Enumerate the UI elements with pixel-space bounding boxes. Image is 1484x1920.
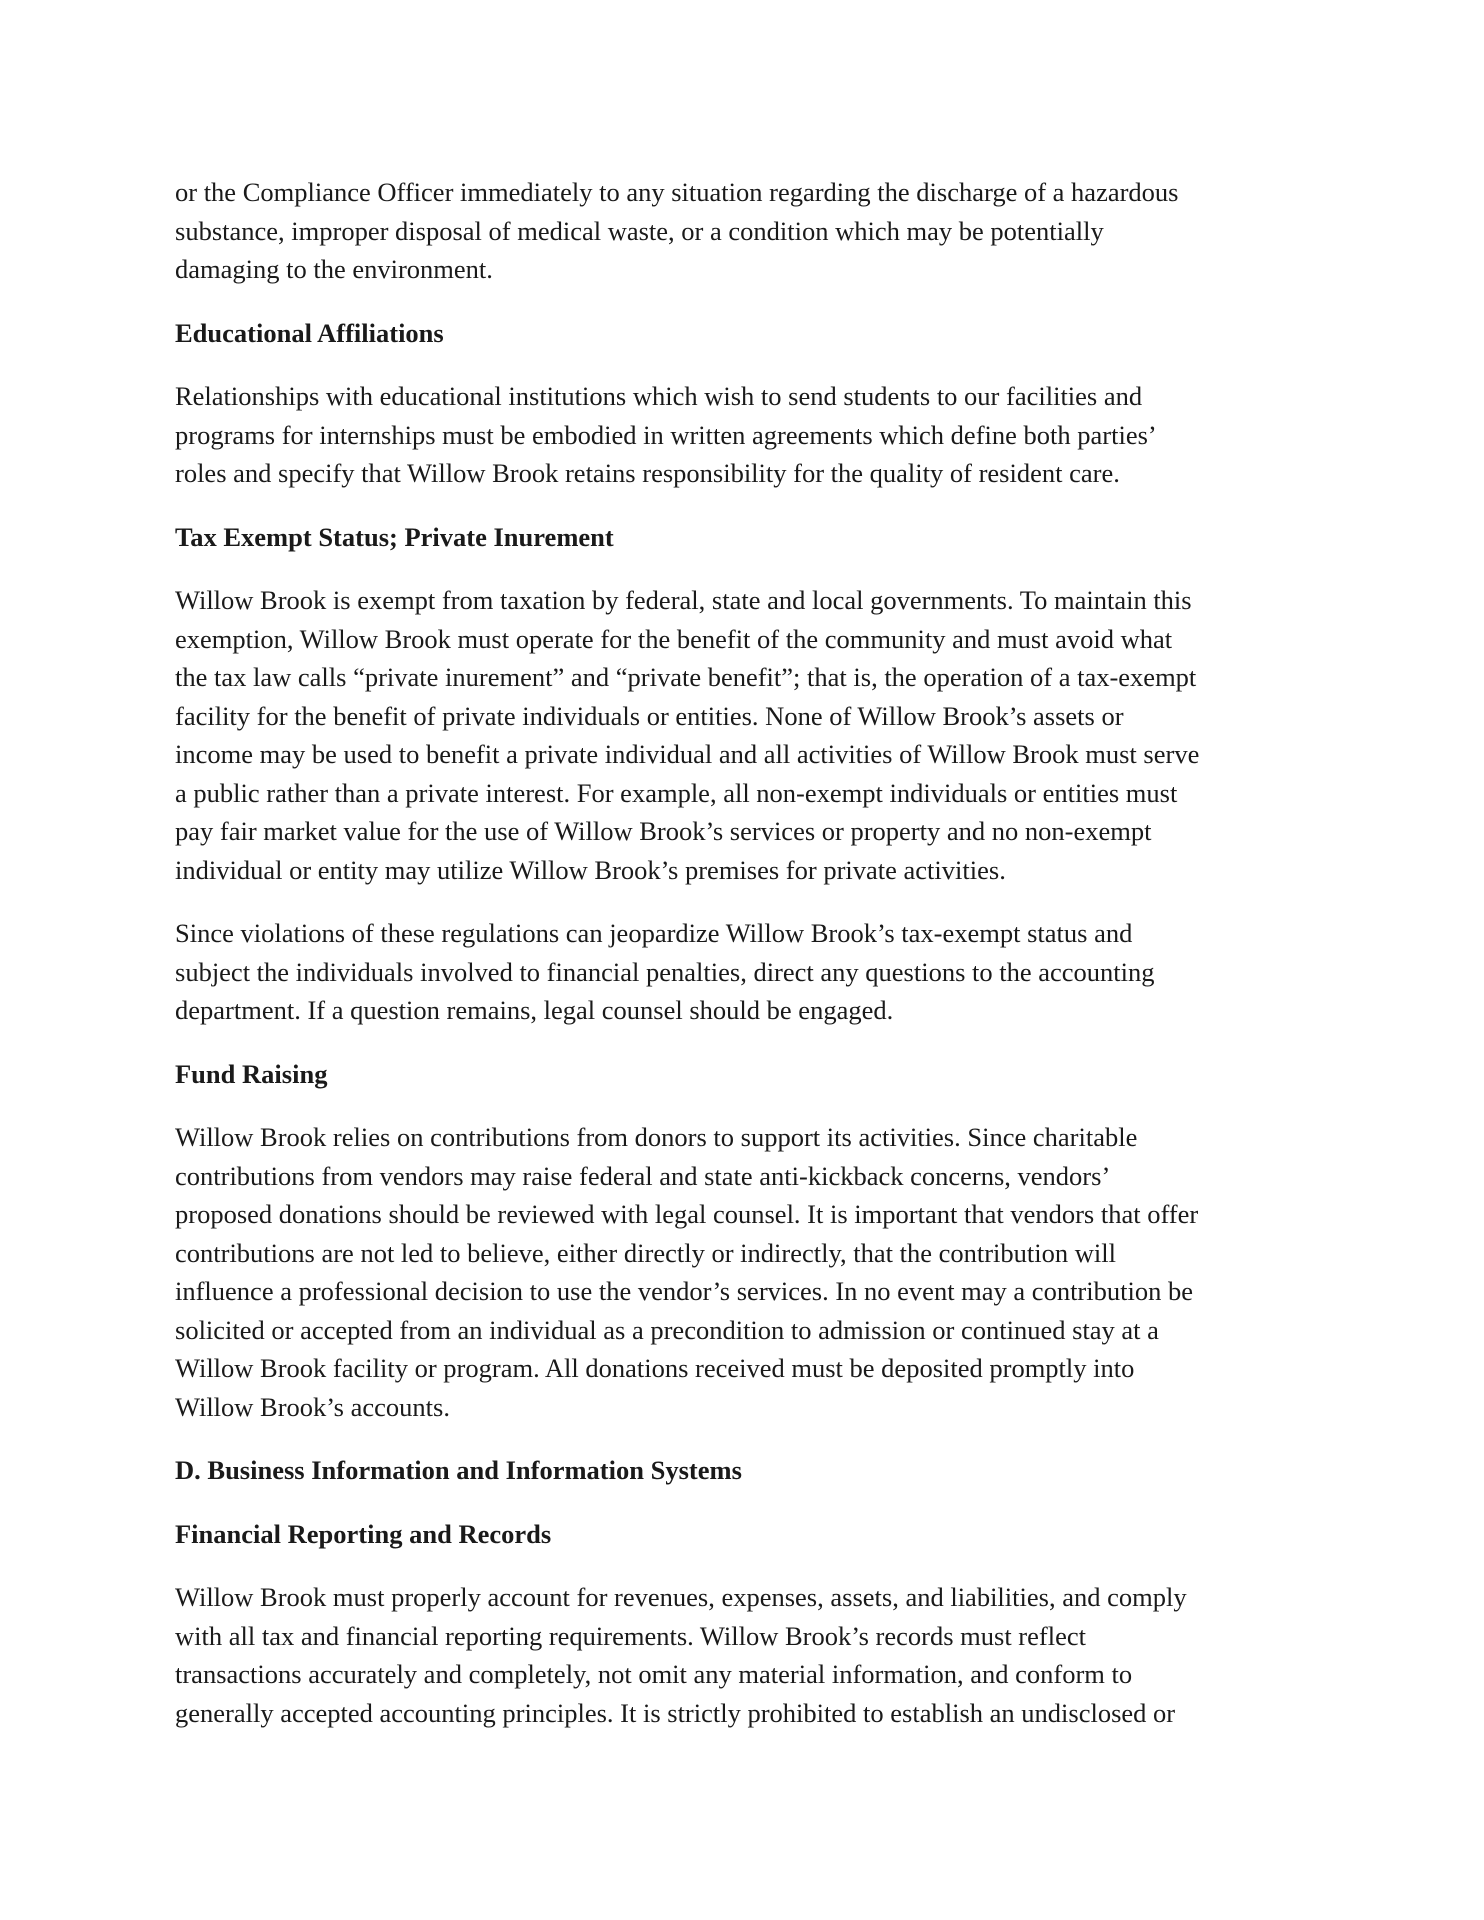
text-line: income may be used to benefit a private individual and all activities of Willow Brook must serve [175, 739, 1200, 769]
heading-educational-affiliations: Educational Affiliations [175, 317, 444, 348]
text-line: Willow Brook relies on contributions from donors to support its activities. Since charitable [175, 1122, 1138, 1152]
text-line: influence a professional decision to use the vendor’s services. In no event may a contribution be [175, 1276, 1193, 1306]
document-body [175, 173, 1310, 1757]
text-line: individual or entity may utilize Willow Brook’s premises for private activities. [175, 854, 1006, 885]
heading-tax-exempt-status: Tax Exempt Status; Private Inurement [175, 521, 614, 552]
paragraph-environment-reporting [175, 173, 1310, 289]
text-line: contributions are not led to believe, either directly or indirectly, that the contribution will [175, 1237, 1116, 1268]
text-line: Willow Brook is exempt from taxation by federal, state and local governments. To maintain this [175, 585, 1192, 615]
text-line: damaging to the environment. [175, 254, 493, 284]
text-line: pay fair market value for the use of Willow Brook’s services or property and no non-exempt [175, 816, 1152, 846]
text-line: transactions accurately and completely, not omit any material information, and conform to [175, 1659, 1133, 1689]
text-line: solicited or accepted from an individual as a precondition to admission or continued stay at a [175, 1314, 1159, 1345]
text-line: Relationships with educational institutions which wish to send students to our facilities and [175, 381, 1143, 411]
text-line: the tax law calls “private inurement” and “private benefit”; that is, the operation of a tax-exempt [175, 662, 1197, 692]
text-line: facility for the benefit of private individuals or entities. None of Willow Brook’s assets or [175, 700, 1124, 731]
text-line: subject the individuals involved to financial penalties, direct any questions to the accounting [175, 956, 1155, 987]
text-line: generally accepted accounting principles. It is strictly prohibited to establish an undisclosed or [175, 1697, 1176, 1728]
text-line: with all tax and financial reporting requirements. Willow Brook’s records must reflect [175, 1620, 1086, 1651]
text-line: or the Compliance Officer immediately to any situation regarding the discharge of a hazardous [175, 177, 1179, 207]
heading-business-information: D. Business Information and Information Systems [175, 1455, 742, 1485]
paragraph-financial-reporting [175, 1578, 1310, 1732]
text-line: a public rather than a private interest. For example, all non-exempt individuals or entities must [175, 777, 1178, 808]
paragraph-fund-raising [175, 1118, 1310, 1426]
heading-fund-raising: Fund Raising [175, 1058, 328, 1089]
text-line: department. If a question remains, legal counsel should be engaged. [175, 995, 894, 1025]
paragraph-tax-violations [175, 914, 1310, 1030]
text-line: Willow Brook facility or program. All donations received must be deposited promptly into [175, 1353, 1135, 1383]
text-line: exemption, Willow Brook must operate for the benefit of the community and must avoid what [175, 623, 1173, 654]
paragraph-educational-affiliations [175, 377, 1310, 493]
text-line: programs for internships must be embodied in written agreements which define both parties’ [175, 419, 1157, 450]
text-line: Willow Brook must properly account for revenues, expenses, assets, and liabilities, and comply [175, 1582, 1187, 1612]
heading-financial-reporting: Financial Reporting and Records [175, 1518, 552, 1549]
text-line: contributions from vendors may raise federal and state anti-kickback concerns, vendors’ [175, 1160, 1111, 1191]
text-line: Since violations of these regulations can jeopardize Willow Brook’s tax-exempt status and [175, 918, 1133, 948]
text-line: Willow Brook’s accounts. [175, 1391, 450, 1422]
text-line: roles and specify that Willow Brook retains responsibility for the quality of resident care. [175, 458, 1120, 488]
paragraph-tax-exempt-status [175, 581, 1310, 889]
text-line: substance, improper disposal of medical waste, or a condition which may be potentially [175, 215, 1104, 246]
text-line: proposed donations should be reviewed with legal counsel. It is important that vendors that offer [175, 1199, 1199, 1229]
